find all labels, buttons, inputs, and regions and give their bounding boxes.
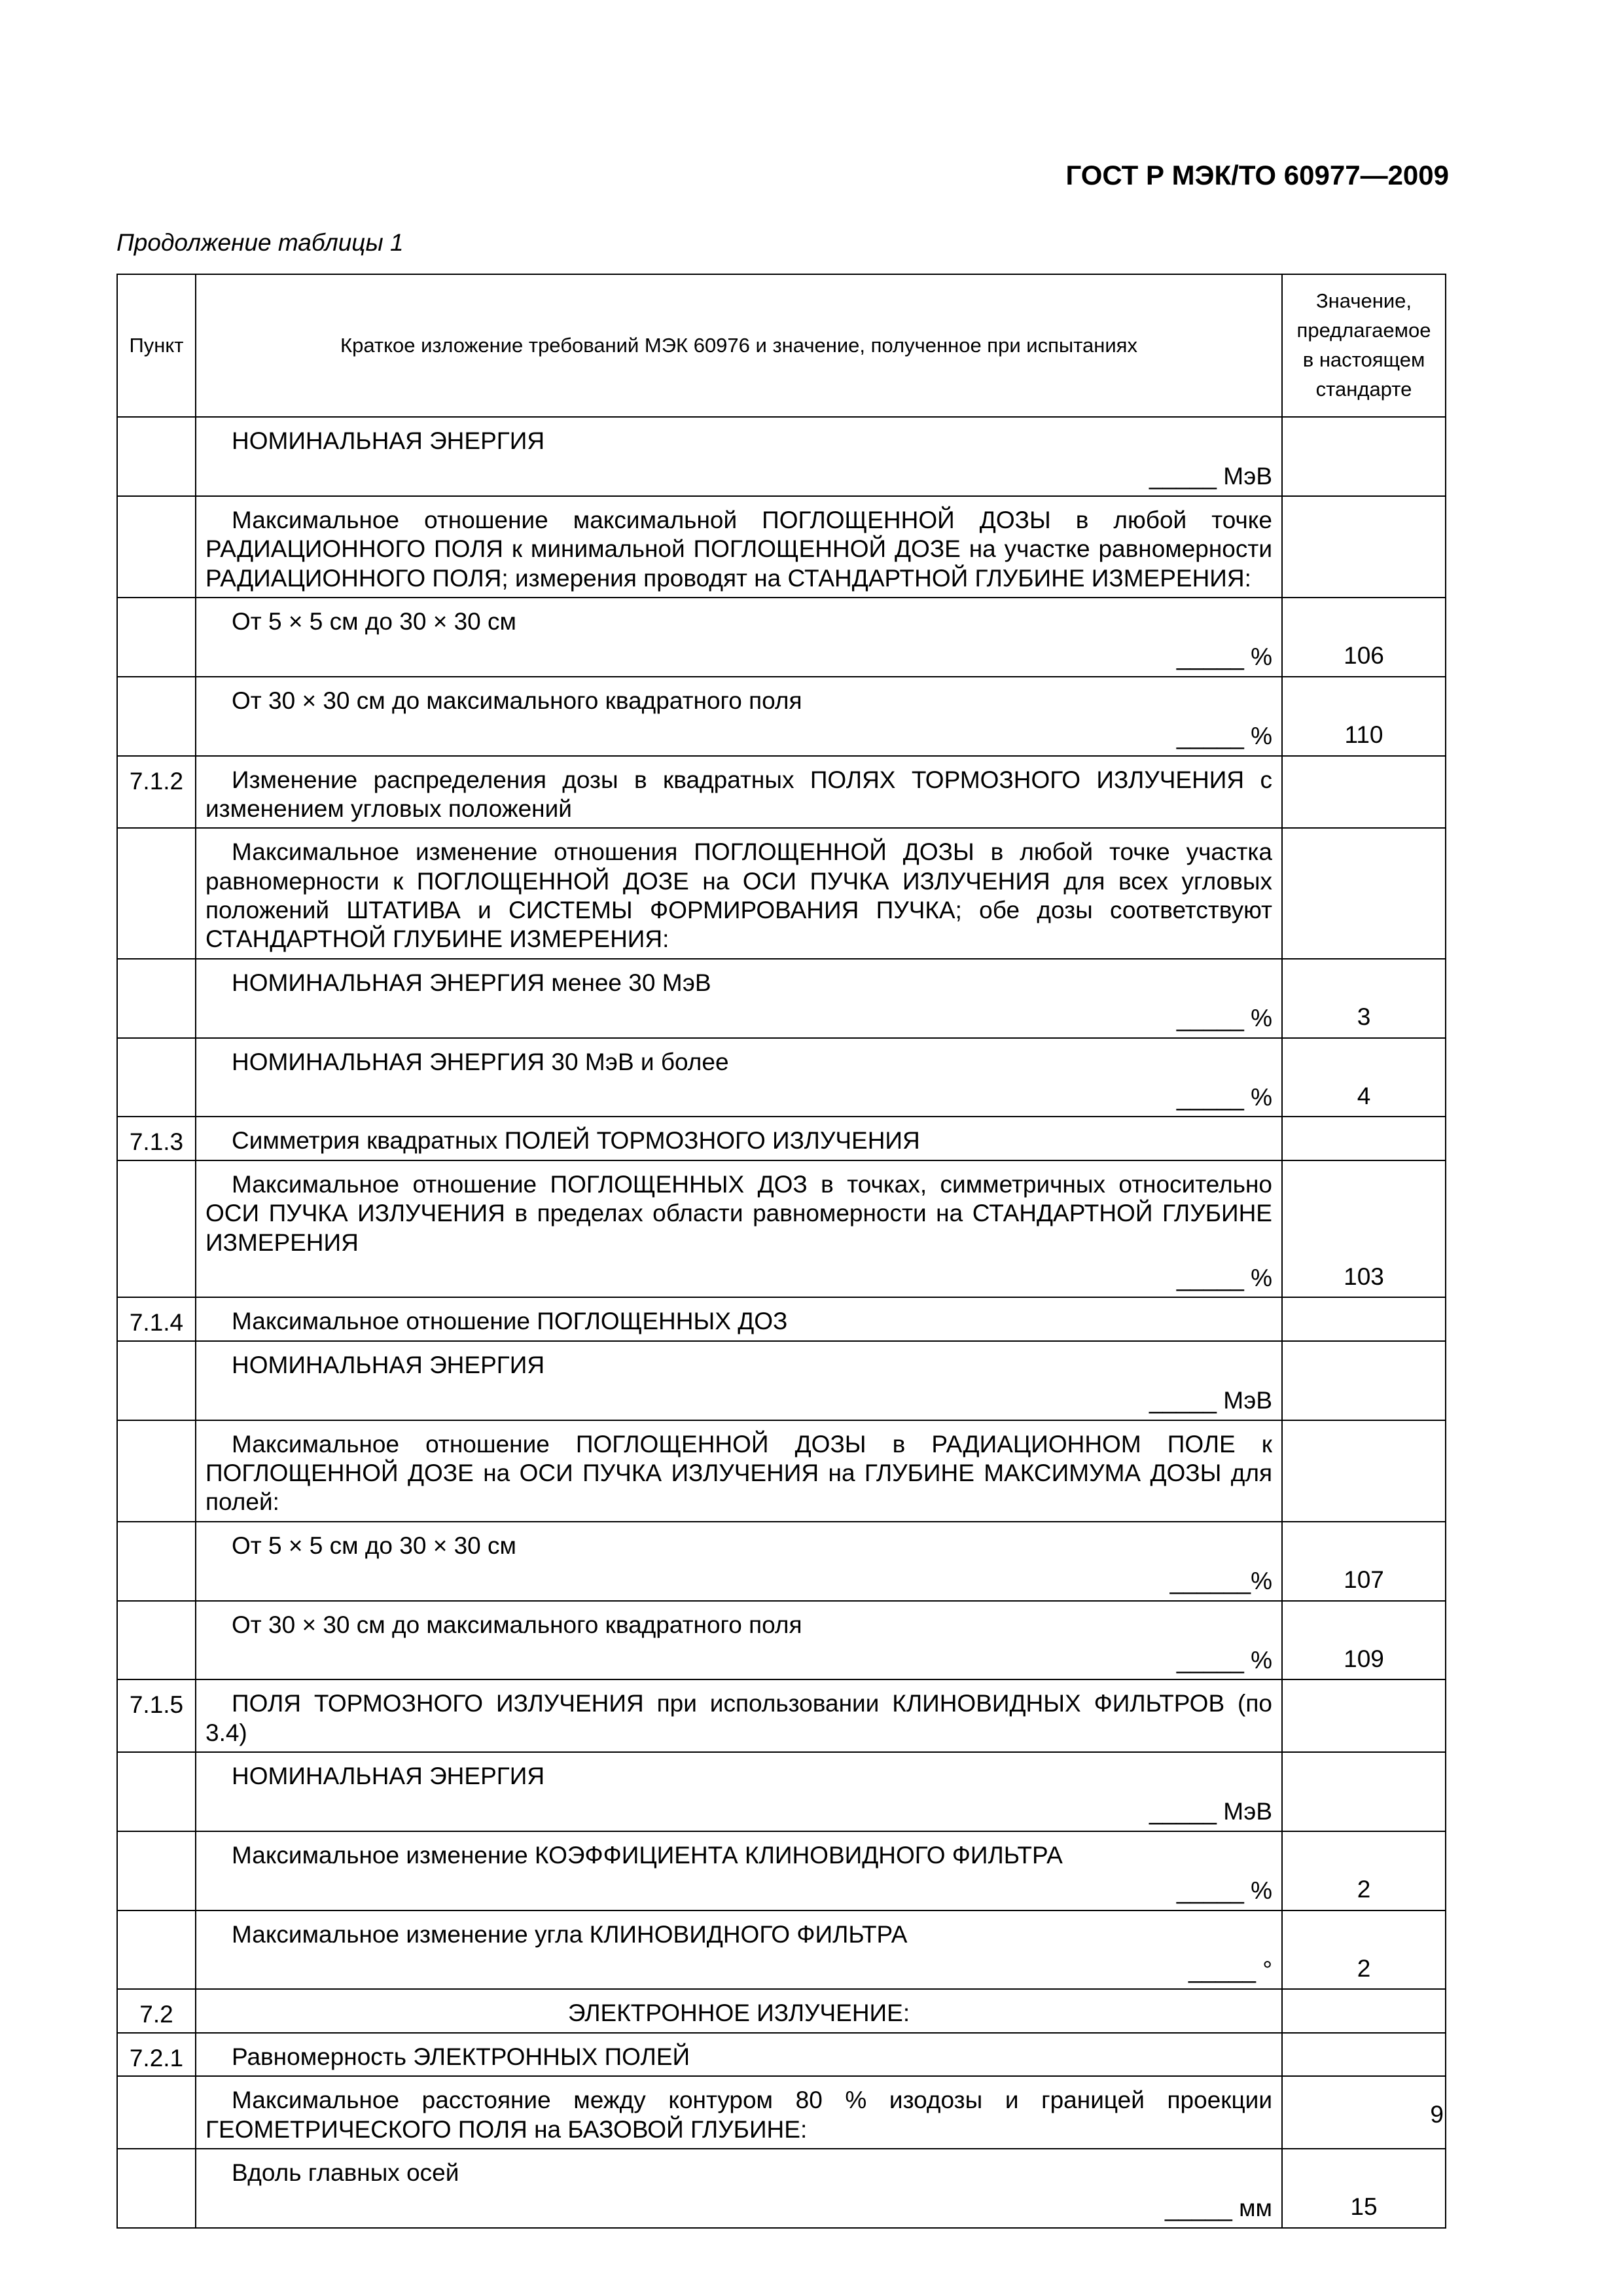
row-requirement-text xyxy=(196,1420,1282,1522)
requirement-text: Максимальное отношение ПОГЛОЩЕННОЙ ДОЗЫ в РАДИАЦИОННОМ ПОЛЕ к ПОГЛОЩЕННОЙ ДОЗЕ на ОСИ ПУЧКА ИЗЛУЧЕНИЯ на ГЛУБИНЕ МАКСИМУМА ДОЗЫ для полей: xyxy=(205,1430,1272,1516)
row-point-number: 7.1.2 xyxy=(117,756,196,829)
table-row xyxy=(117,1160,1446,1298)
unit-blank: _____ МэВ xyxy=(1149,1798,1272,1825)
row-point-number: 7.1.3 xyxy=(117,1117,196,1160)
row-requirement-text xyxy=(196,1989,1282,2032)
row-point-number xyxy=(117,1522,196,1601)
requirement-text: НОМИНАЛЬНАЯ ЭНЕРГИЯ менее 30 МэВ xyxy=(232,969,711,996)
row-proposed-value: 2 xyxy=(1282,1831,1446,1910)
table-row xyxy=(117,1420,1446,1522)
requirement-text: Симметрия квадратных ПОЛЕЙ ТОРМОЗНОГО ИЗЛУЧЕНИЯ xyxy=(232,1127,920,1155)
table-row xyxy=(117,677,1446,756)
row-point-number: 7.2 xyxy=(117,1989,196,2032)
requirement-text: От 5 × 5 см до 30 × 30 см xyxy=(232,607,516,635)
row-requirement-text xyxy=(196,1910,1282,1990)
row-requirement-text xyxy=(196,496,1282,598)
unit-blank: _____ % xyxy=(1176,643,1272,671)
row-point-number: 7.1.4 xyxy=(117,1297,196,1340)
requirement-text: Максимальное расстояние между контуром 80 % изодозы и границей проекции ГЕОМЕТРИЧЕСКОГО ПОЛЯ на БАЗОВОЙ ГЛУБИНЕ: xyxy=(205,2087,1272,2143)
row-proposed-value: 2 xyxy=(1282,1910,1446,1990)
row-proposed-value xyxy=(1282,2033,1446,2076)
row-proposed-value xyxy=(1282,1679,1446,1752)
row-proposed-value: 3 xyxy=(1282,959,1446,1038)
row-requirement-text xyxy=(196,1522,1282,1601)
requirement-text: Максимальное отношение ПОГЛОЩЕННЫХ ДОЗ в точках, симметричных относительно ОСИ ПУЧКА ИЗЛУЧЕНИЯ в пределах области равномерности на СТАНДАРТНОЙ ГЛУБИНЕ ИЗМЕРЕНИЯ xyxy=(205,1170,1272,1256)
row-requirement-text xyxy=(196,417,1282,496)
column-header-point: Пункт xyxy=(117,274,196,417)
row-requirement-text xyxy=(196,1752,1282,1831)
table-body xyxy=(117,417,1446,2228)
row-point-number xyxy=(117,828,196,959)
row-proposed-value xyxy=(1282,1117,1446,1160)
requirement-text: Равномерность ЭЛЕКТРОННЫХ ПОЛЕЙ xyxy=(232,2043,690,2070)
table-row xyxy=(117,1117,1446,1160)
unit-blank: _____ % xyxy=(1176,1005,1272,1032)
row-point-number xyxy=(117,1420,196,1522)
row-requirement-text xyxy=(196,1679,1282,1752)
row-proposed-value: 4 xyxy=(1282,1038,1446,1117)
table-row xyxy=(117,1752,1446,1831)
unit-blank: _____ % xyxy=(1176,1084,1272,1111)
requirement-text: НОМИНАЛЬНАЯ ЭНЕРГИЯ 30 МэВ и более xyxy=(232,1048,729,1075)
table-row xyxy=(117,1341,1446,1420)
unit-blank: _____ мм xyxy=(1164,2195,1272,2222)
column-header-summary: Краткое изложение требований МЭК 60976 и значение, полученное при испытаниях xyxy=(196,274,1282,417)
requirement-text: НОМИНАЛЬНАЯ ЭНЕРГИЯ xyxy=(232,1763,545,1790)
row-requirement-text xyxy=(196,2149,1282,2228)
row-point-number xyxy=(117,417,196,496)
row-point-number xyxy=(117,1601,196,1680)
table-row xyxy=(117,1679,1446,1752)
row-point-number xyxy=(117,496,196,598)
requirement-text: ЭЛЕКТРОННОЕ ИЗЛУЧЕНИЕ: xyxy=(567,2000,910,2027)
unit-blank: _____ ° xyxy=(1188,1956,1272,1984)
row-proposed-value xyxy=(1282,1297,1446,1340)
table-row xyxy=(117,598,1446,677)
table-row xyxy=(117,2033,1446,2076)
table-row xyxy=(117,1601,1446,1680)
requirement-text: От 30 × 30 см до максимального квадратного поля xyxy=(232,687,802,714)
table-row xyxy=(117,2076,1446,2149)
table-continuation-label: Продолжение таблицы 1 xyxy=(116,229,404,256)
requirement-text: От 5 × 5 см до 30 × 30 см xyxy=(232,1532,516,1559)
requirement-text: Вдоль главных осей xyxy=(232,2159,459,2186)
requirement-text: От 30 × 30 см до максимального квадратного поля xyxy=(232,1611,802,1638)
unit-blank: _____ % xyxy=(1176,1877,1272,1905)
row-point-number: 7.1.5 xyxy=(117,1679,196,1752)
page-number: 9 xyxy=(1430,2101,1444,2128)
table-row xyxy=(117,1910,1446,1990)
row-point-number xyxy=(117,2076,196,2149)
table-row xyxy=(117,1297,1446,1340)
row-point-number xyxy=(117,1752,196,1831)
unit-blank: _____ % xyxy=(1176,1264,1272,1291)
row-proposed-value: 103 xyxy=(1282,1160,1446,1298)
row-requirement-text xyxy=(196,677,1282,756)
table-row xyxy=(117,1831,1446,1910)
row-proposed-value xyxy=(1282,828,1446,959)
row-point-number xyxy=(117,1341,196,1420)
table-row xyxy=(117,1989,1446,2032)
requirement-text: ПОЛЯ ТОРМОЗНОГО ИЗЛУЧЕНИЯ при использовании КЛИНОВИДНЫХ ФИЛЬТРОВ (по 3.4) xyxy=(205,1690,1272,1746)
unit-blank: _____ % xyxy=(1176,723,1272,750)
row-proposed-value: 106 xyxy=(1282,598,1446,677)
row-requirement-text xyxy=(196,2076,1282,2149)
row-requirement-text xyxy=(196,2033,1282,2076)
row-point-number xyxy=(117,1831,196,1910)
row-requirement-text xyxy=(196,959,1282,1038)
unit-blank: ______% xyxy=(1169,1568,1272,1595)
table-row xyxy=(117,2149,1446,2228)
row-point-number xyxy=(117,1038,196,1117)
column-header-value: Значение, предлагаемое в настоящем стандарте xyxy=(1282,274,1446,417)
table-row xyxy=(117,1522,1446,1601)
row-requirement-text xyxy=(196,1117,1282,1160)
requirement-text: Максимальное изменение КОЭФФИЦИЕНТА КЛИНОВИДНОГО ФИЛЬТРА xyxy=(232,1841,1063,1869)
row-proposed-value xyxy=(1282,417,1446,496)
row-proposed-value: 107 xyxy=(1282,1522,1446,1601)
row-point-number xyxy=(117,598,196,677)
row-proposed-value: 110 xyxy=(1282,677,1446,756)
row-proposed-value xyxy=(1282,1752,1446,1831)
table-row xyxy=(117,959,1446,1038)
requirement-text: Максимальное отношение максимальной ПОГЛОЩЕННОЙ ДОЗЫ в любой точке РАДИАЦИОННОГО ПОЛЯ к минимальной ПОГЛОЩЕННОЙ ДОЗЕ на участке равномерности РАДИАЦИОННОГО ПОЛЯ; измерения проводят на СТАНДАРТНОЙ ГЛУБИНЕ ИЗМЕРЕНИЯ: xyxy=(205,506,1272,592)
table-row xyxy=(117,1038,1446,1117)
row-proposed-value: 109 xyxy=(1282,1601,1446,1680)
unit-blank: _____ МэВ xyxy=(1149,463,1272,490)
row-requirement-text xyxy=(196,1831,1282,1910)
requirements-table xyxy=(116,274,1446,2229)
row-requirement-text xyxy=(196,598,1282,677)
row-requirement-text xyxy=(196,1601,1282,1680)
row-point-number xyxy=(117,1910,196,1990)
unit-blank: _____ % xyxy=(1176,1646,1272,1674)
row-requirement-text xyxy=(196,828,1282,959)
row-requirement-text xyxy=(196,1038,1282,1117)
row-requirement-text xyxy=(196,1341,1282,1420)
requirement-text: Максимальное изменение отношения ПОГЛОЩЕННОЙ ДОЗЫ в любой точке участка равномерности к ПОГЛОЩЕННОЙ ДОЗЕ на ОСИ ПУЧКА ИЗЛУЧЕНИЯ для всех угловых положений ШТАТИВА и СИСТЕМЫ ФОРМИРОВАНИЯ ПУЧКА; обе дозы соответствуют СТАНДАРТНОЙ ГЛУБИНЕ ИЗМЕРЕНИЯ: xyxy=(205,838,1272,953)
row-proposed-value xyxy=(1282,756,1446,829)
table-row xyxy=(117,417,1446,496)
row-requirement-text xyxy=(196,1160,1282,1298)
table-header-row xyxy=(117,274,1446,417)
table-row xyxy=(117,496,1446,598)
document-code: ГОСТ Р МЭК/ТО 60977—2009 xyxy=(1065,160,1449,190)
row-point-number xyxy=(117,2149,196,2228)
row-requirement-text xyxy=(196,756,1282,829)
row-point-number: 7.2.1 xyxy=(117,2033,196,2076)
table-row xyxy=(117,828,1446,959)
requirement-text: НОМИНАЛЬНАЯ ЭНЕРГИЯ xyxy=(232,1351,545,1378)
row-point-number xyxy=(117,1160,196,1298)
requirement-text: Максимальное отношение ПОГЛОЩЕННЫХ ДОЗ xyxy=(232,1308,788,1335)
unit-blank: _____ МэВ xyxy=(1149,1387,1272,1414)
row-proposed-value xyxy=(1282,496,1446,598)
table-row xyxy=(117,756,1446,829)
requirement-text: Изменение распределения дозы в квадратных ПОЛЯХ ТОРМОЗНОГО ИЗЛУЧЕНИЯ с изменением угловых положений xyxy=(205,766,1272,822)
row-point-number xyxy=(117,959,196,1038)
row-proposed-value: 15 xyxy=(1282,2149,1446,2228)
row-proposed-value xyxy=(1282,1989,1446,2032)
requirement-text: НОМИНАЛЬНАЯ ЭНЕРГИЯ xyxy=(232,427,545,454)
row-point-number xyxy=(117,677,196,756)
row-proposed-value xyxy=(1282,2076,1446,2149)
requirement-text: Максимальное изменение угла КЛИНОВИДНОГО ФИЛЬТРА xyxy=(232,1920,908,1948)
row-proposed-value xyxy=(1282,1420,1446,1522)
row-requirement-text xyxy=(196,1297,1282,1340)
row-proposed-value xyxy=(1282,1341,1446,1420)
